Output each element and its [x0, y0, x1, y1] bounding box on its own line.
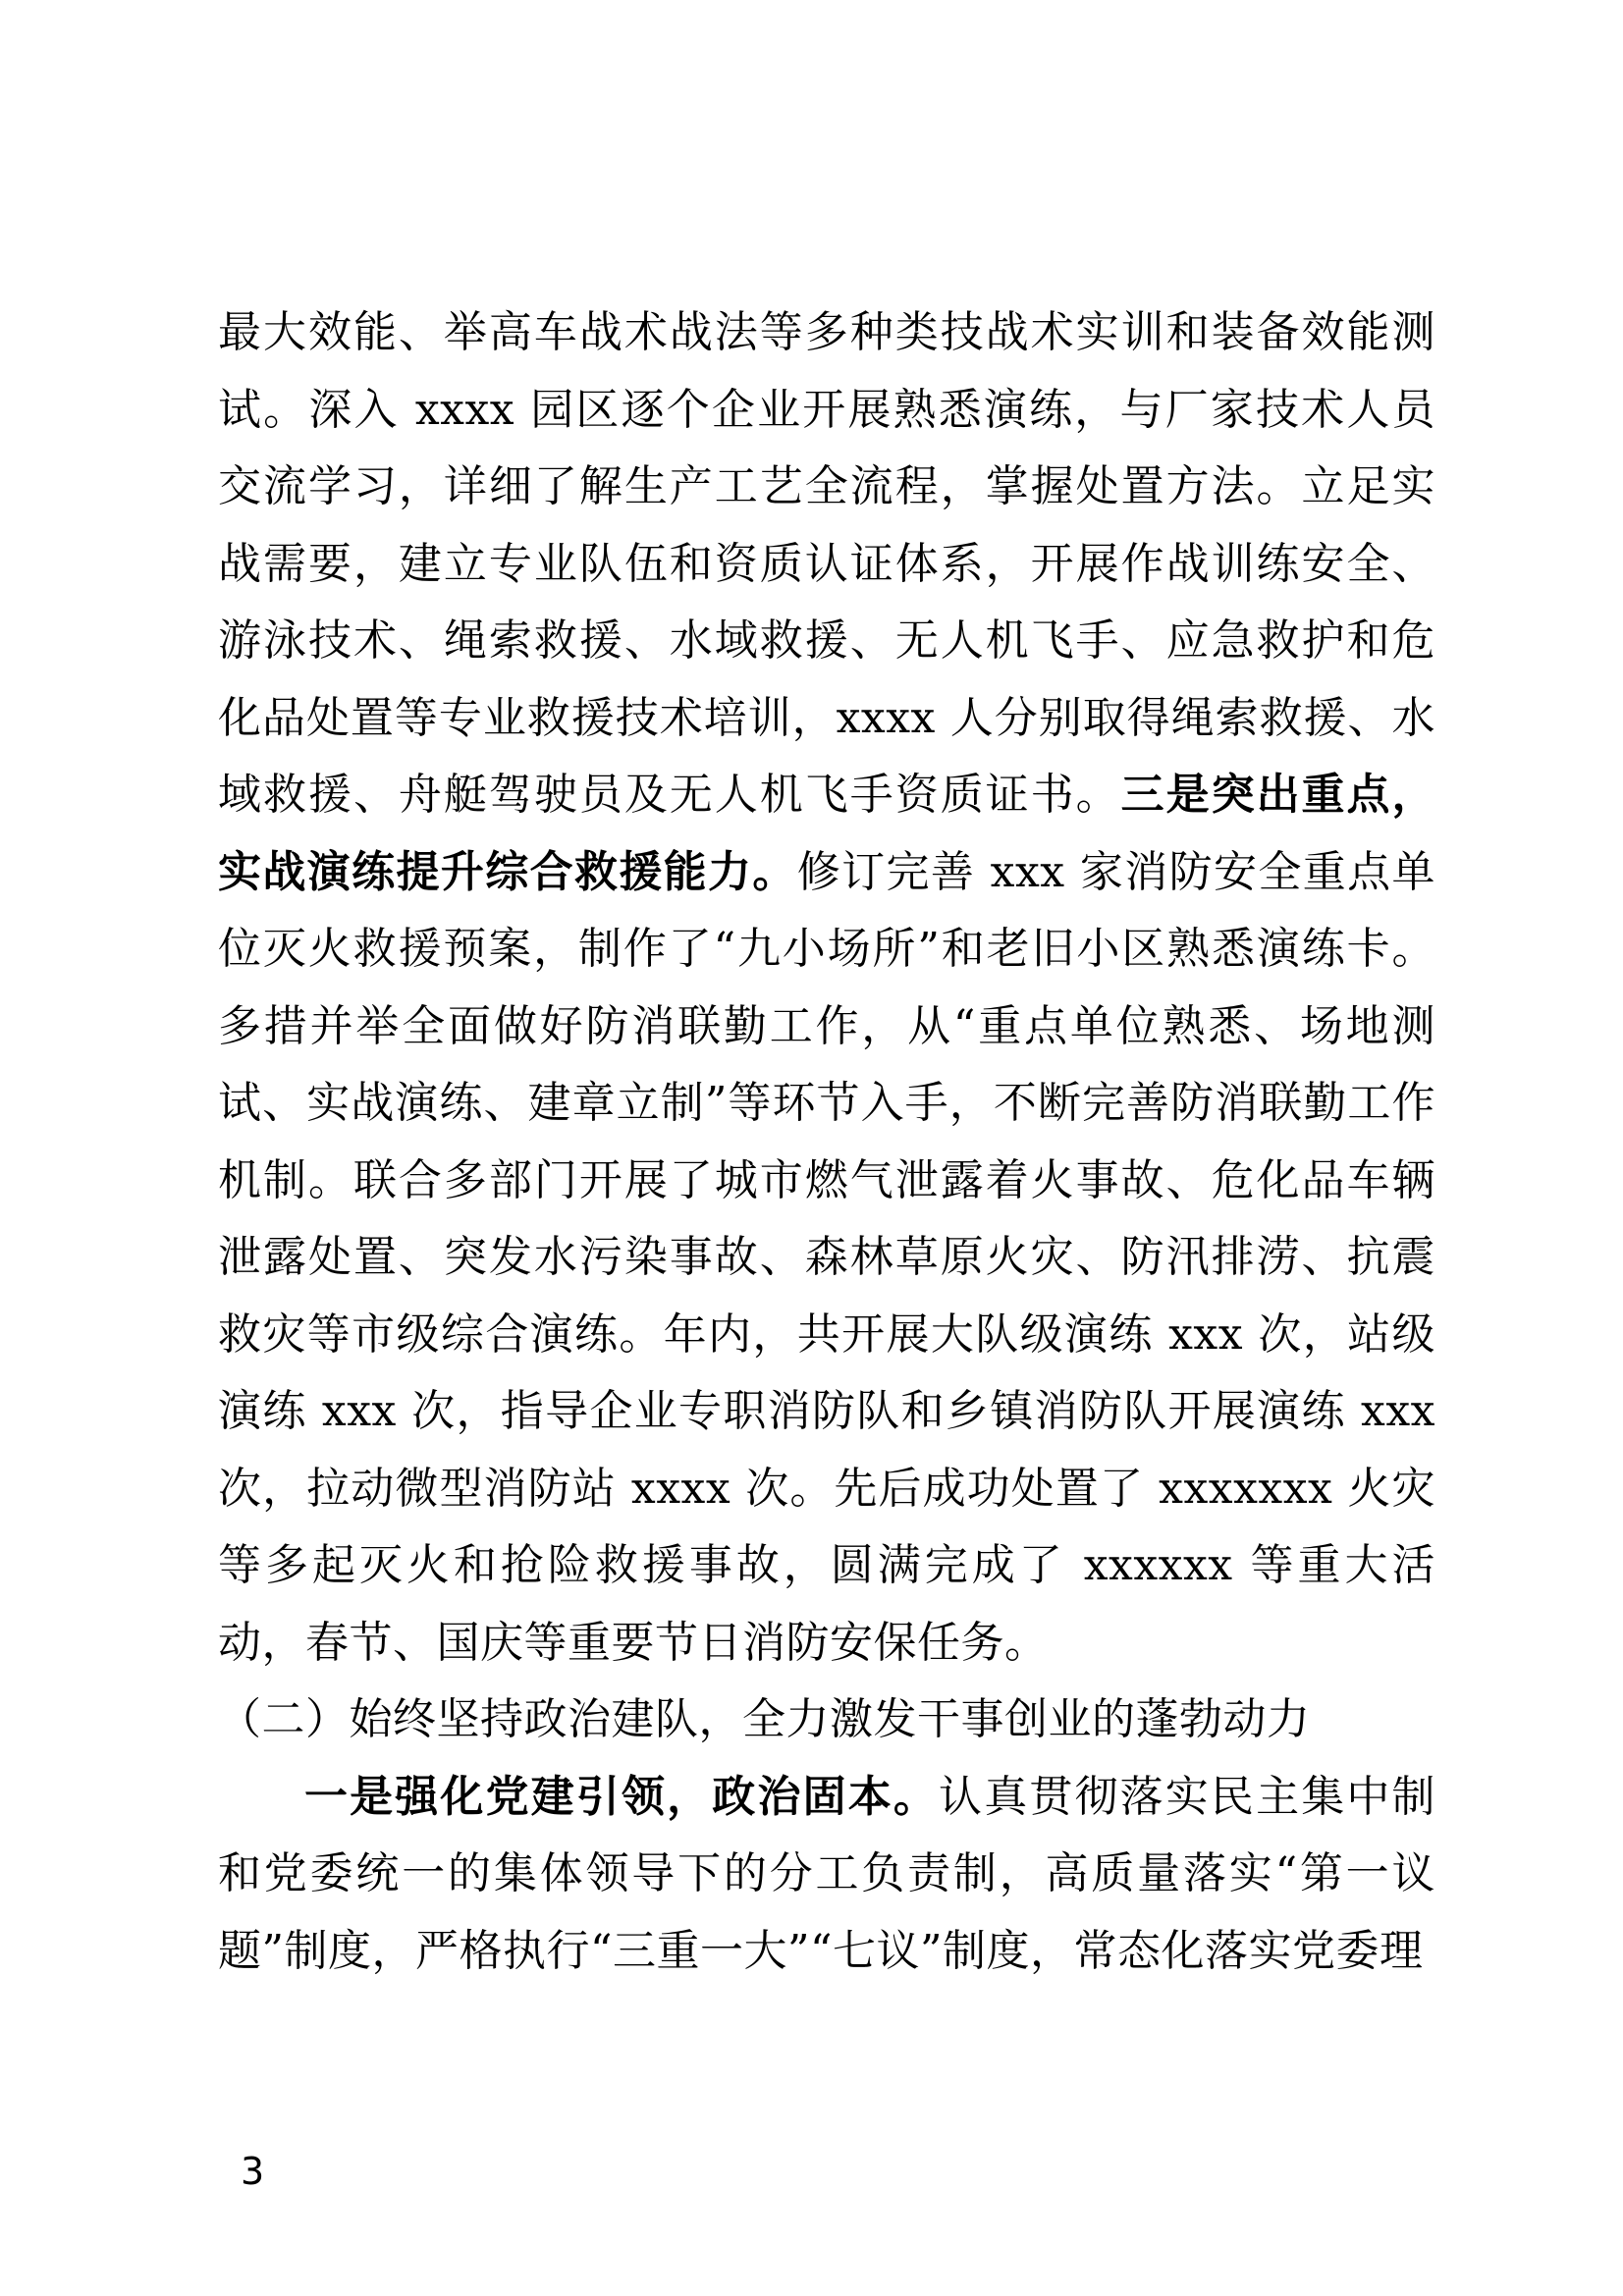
document-body	[218, 294, 1435, 1990]
section-heading-text: （二）始终坚持政治建队，全力激发干事创业的蓬勃动力	[218, 1694, 1311, 1744]
paragraph-text: 认真贯彻落实民主集中制和党委统一的集体领导下的分工负责制，高质量落实“第一议题”制度，严格执行“三重一大”“七议”制度，常态化落实党委理	[218, 1771, 1436, 1976]
bold-lead-sentence: 三是突出重点，实战演练提升综合救援能力。	[218, 770, 1436, 897]
page-number: 3	[241, 2150, 265, 2193]
bold-lead-sentence: 一是强化党建引领，政治固本。	[304, 1771, 940, 1822]
paragraph-party-building	[218, 1759, 1435, 1991]
paragraph-text: 修订完善 xxx 家消防安全重点单位灭火救援预案，制作了“九小场所”和老旧小区熟悉演练卡。多措并举全面做好防消联勤工作，从“重点单位熟悉、场地测试、实战演练、建章立制”等环节入手，不断完善防消联勤工作机制。联合多部门开展了城市燃气泄露着火事故、危化品车辆泄露处置、突发水污染事故、森林草原火灾、防汛排涝、抗震救灾等市级综合演练。年内，共开展大队级演练 xxx 次，站级演练 xxx 次，指导企业专职消防队和乡镇消防队开展演练 xxx 次，拉动微型消防站 xxxx 次。先后成功处置了 xxxxxxx 火灾等多起灭火和抢险救援事故，圆满完成了 xxxxxx 等重大活动，春节、国庆等重要节日消防安保任务。	[218, 846, 1436, 1668]
paragraph-text: 最大效能、举高车战术战法等多种类技战术实训和装备效能测试。深入 xxxx 园区逐个企业开展熟悉演练，与厂家技术人员交流学习，详细了解生产工艺全流程，掌握处置方法。立足实战需要，建立专业队伍和资质认证体系，开展作战训练安全、游泳技术、绳索救援、水域救援、无人机飞手、应急救护和危化品处置等专业救援技术培训，xxxx 人分别取得绳索救援、水域救援、舟艇驾驶员及无人机飞手资质证书。	[218, 307, 1435, 820]
section-heading	[218, 1682, 1435, 1759]
paragraph-training-and-drills	[218, 294, 1435, 1682]
